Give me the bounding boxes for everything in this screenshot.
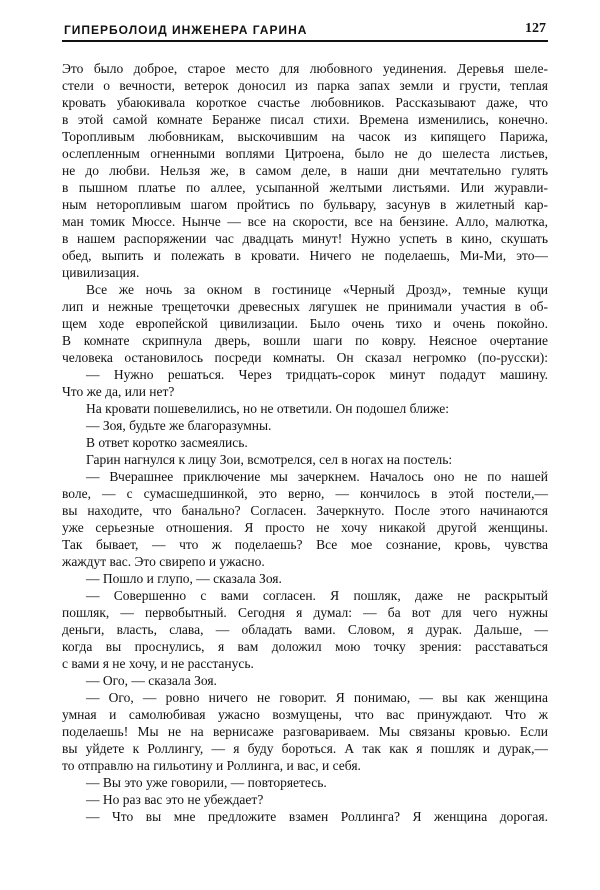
running-head-title: ГИПЕРБОЛОИД ИНЖЕНЕРА ГАРИНА — [64, 23, 308, 37]
text-line: воле, — с сумасшедшинкой, это верно, — кончилось в этой постели,— — [62, 486, 548, 501]
text-line: Гарин нагнулся к лицу Зои, всмотрелся, сел в ногах на постель: — [86, 452, 453, 467]
text-line: пошляк, — первобытный. Сегодня я думал: — ба вот для чего нужны — [62, 605, 548, 620]
text-line: когда вы проснулись, я вам доложил мою точку зрения: расставаться — [62, 639, 548, 654]
text-line: Торопливым любовникам, выскочившим на часок из кипящего Парижа, — [62, 129, 548, 144]
text-line: — Вчерашнее приключение мы зачеркнем. Началось оно не по нашей — [86, 469, 548, 484]
text-line: то отправлю на гильотину и Роллинга, и вас, и себя. — [62, 758, 361, 773]
text-line: — Ого, — ровно ничего не говорит. Я понимаю, — вы как женщина — [86, 690, 548, 705]
text-line: ным неторопливым шагом пройтись по бульвару, засунув в жилетный кар- — [62, 197, 548, 212]
text-line: вы уйдете к Роллингу, — я буду бороться. А так как я пошляк и дурак,— — [62, 741, 548, 756]
text-line: — Пошло и глупо, — сказала Зоя. — [86, 571, 282, 586]
text-line: — Зоя, будьте же благоразумны. — [86, 418, 272, 433]
text-line: лип и нежные трещеточки древесных лягушек не принимали участия в об- — [62, 299, 548, 314]
text-line: поделаешь! Мы не на вернисаже разговариваем. Мы связаны кровью. Если — [62, 724, 548, 739]
text-line: На кровати пошевелились, но не ответили. Он подошел ближе: — [86, 401, 449, 416]
text-line: уже серьезные отношения. Я просто не хочу никакой другой женщины. — [62, 520, 548, 535]
text-line: обед, выпить и полежать в кровати. Ничего не поделаешь, Ми-Ми, это— — [62, 248, 548, 263]
text-line: щем ходе европейской цивилизации. Было очень тихо и очень покойно. — [62, 316, 548, 331]
text-line: — Ого, — сказала Зоя. — [86, 673, 217, 688]
text-line: человека остановилось посреди комнаты. Он сказал негромко (по-русски): — [62, 350, 548, 365]
text-line: Так бывает, — что ж поделаешь? Все мое сознание, кровь, чувства — [62, 537, 548, 552]
text-line: вы находите, что банально? Согласен. Зачеркнуто. После этого начинаются — [62, 503, 548, 518]
page-number: 127 — [525, 21, 546, 36]
text-line: — Но раз вас это не убеждает? — [86, 792, 264, 807]
text-line: Все же ночь за окном в гостинице «Черный Дрозд», темные кущи — [86, 282, 548, 297]
text-line: Что же да, или нет? — [62, 384, 175, 399]
text-line: в нашем распоряжении час двадцать минут! Нужно успеть в кино, скушать — [62, 231, 548, 246]
text-line: умная и самолюбивая ужасно возмущены, что вас принуждают. Что ж — [62, 707, 548, 722]
text-line: — Вы это уже говорили, — повторяетесь. — [86, 775, 327, 790]
body-text — [62, 60, 548, 825]
text-line: цивилизация. — [62, 265, 140, 280]
text-line: в этой самой комнате Беранже писал стихи. Времена изменились, конечно. — [62, 112, 548, 127]
text-line: В ответ коротко засмеялись. — [86, 435, 248, 450]
text-line: ослепленным огненными воплями Цитроена, было не до шелеста листьев, — [62, 146, 548, 161]
text-line: кровать убаюкивала короткое счастье любовников. Рассказывают даже, что — [62, 95, 548, 110]
text-line: Это было доброе, старое место для любовного уединения. Деревья шеле- — [62, 61, 548, 76]
text-line: в пышном платье по аллее, усыпанной желтыми листьями. Или журавли- — [62, 180, 548, 195]
text-line: с вами я не хочу, и не расстанусь. — [62, 656, 254, 671]
text-line: В комнате скрипнула дверь, вошли шаги по ковру. Неясное очертание — [62, 333, 548, 348]
text-line: ман томик Мюссе. Нынче — все на скорости, все на бензине. Алло, малютка, — [62, 214, 548, 229]
text-line: жаждут вас. Это свирепо и ужасно. — [62, 554, 265, 569]
text-line: стели о вечности, ветерок доносил из парка запах земли и грусти, теплая — [62, 78, 548, 93]
text-line: — Совершенно с вами согласен. Я пошляк, даже не раскрытый — [86, 588, 548, 603]
text-line: не до любви. Нельзя же, в самом деле, в наши дни мечтательно гулять — [62, 163, 548, 178]
text-line: — Нужно решаться. Через тридцать-сорок минут подадут машину. — [86, 367, 548, 382]
text-line: деньги, власть, слава, — обладать вами. Словом, я дурак. Дальше, — — [62, 622, 548, 637]
text-line: — Что вы мне предложите взамен Роллинга? Я женщина дорогая. — [86, 809, 548, 824]
running-header — [62, 18, 548, 42]
